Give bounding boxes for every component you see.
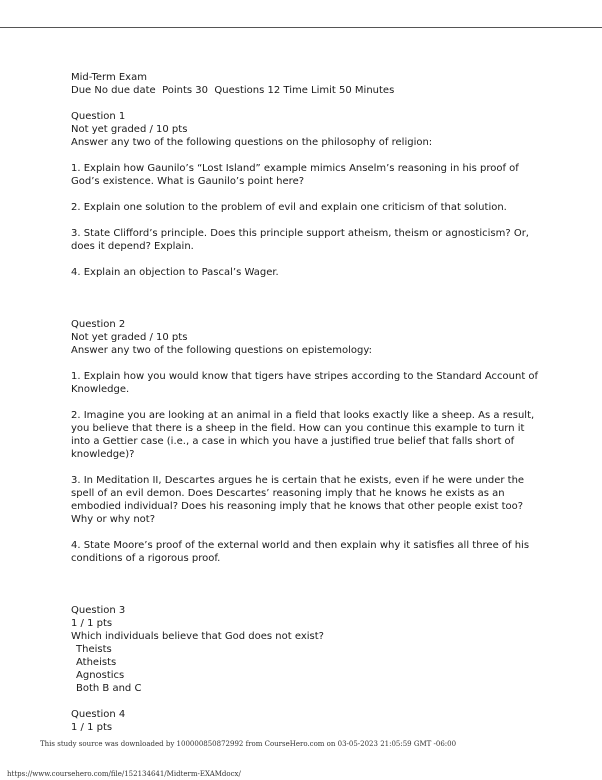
question-3-option-agnostics: Agnostics — [76, 670, 125, 681]
question-2-item-3: 3. In Meditation II, Descartes argues he is certain that he exists, even if he were under the spell of an evil demon. Does Descartes’ reasoning imply that he knows he exists as an embodied individual? Does his reasoning imply that he knows that other people exist too? Why or why not? — [71, 475, 528, 525]
question-3-option-both-b-and-c: Both B and C — [76, 683, 142, 694]
question-1-item-4: 4. Explain an objection to Pascal’s Wager. — [71, 267, 279, 278]
question-2-item-1: 1. Explain how you would know that tigers have stripes according to the Standard Account of Knowledge. — [71, 371, 542, 395]
top-rule — [0, 27, 602, 28]
question-1-item-2: 2. Explain one solution to the problem of evil and explain one criticism of that solution. — [71, 202, 507, 213]
exam-document — [71, 71, 541, 734]
question-3-grade: 1 / 1 pts — [71, 618, 113, 629]
exam-meta: Due No due date Points 30 Questions 12 Time Limit 50 Minutes — [71, 85, 395, 96]
question-3-option-theists: Theists — [76, 644, 112, 655]
question-3-option-atheists: Atheists — [76, 657, 117, 668]
question-3-prompt: Which individuals believe that God does not exist? — [71, 631, 324, 642]
question-1-title: Question 1 — [71, 111, 126, 122]
source-footer: This study source was downloaded by 100000850872992 from CourseHero.com on 03-05-2023 21:05:59 GMT -06:00 — [40, 740, 457, 748]
exam-title: Mid-Term Exam — [71, 72, 147, 83]
question-2-prompt: Answer any two of the following questions on epistemology: — [71, 345, 372, 356]
question-2-item-4: 4. State Moore’s proof of the external world and then explain why it satisfies all three of his conditions of a rigorous proof. — [71, 540, 533, 564]
question-1-grade: Not yet graded / 10 pts — [71, 124, 188, 135]
question-4-title: Question 4 — [71, 709, 126, 720]
question-2-grade: Not yet graded / 10 pts — [71, 332, 188, 343]
source-url: https://www.coursehero.com/file/152134641/Midterm-EXAMdocx/ — [7, 770, 241, 778]
question-2-title: Question 2 — [71, 319, 126, 330]
question-1-prompt: Answer any two of the following questions on the philosophy of religion: — [71, 137, 433, 148]
question-1-item-3: 3. State Clifford’s principle. Does this principle support atheism, theism or agnosticism? Or, does it depend? Explain. — [71, 228, 533, 252]
question-2-item-2: 2. Imagine you are looking at an animal in a field that looks exactly like a sheep. As a result, you believe that there is a sheep in the field. How can you continue this example to turn it into a Gettier case (i.e., a case in which you have a justified true belief that falls short of knowledge)? — [71, 410, 538, 460]
question-4-grade: 1 / 1 pts — [71, 722, 113, 733]
question-1-item-1: 1. Explain how Gaunilo’s “Lost Island” example mimics Anselm’s reasoning in his proof of God’s existence. What is Gaunilo’s point here? — [71, 163, 522, 187]
question-3-title: Question 3 — [71, 605, 126, 616]
